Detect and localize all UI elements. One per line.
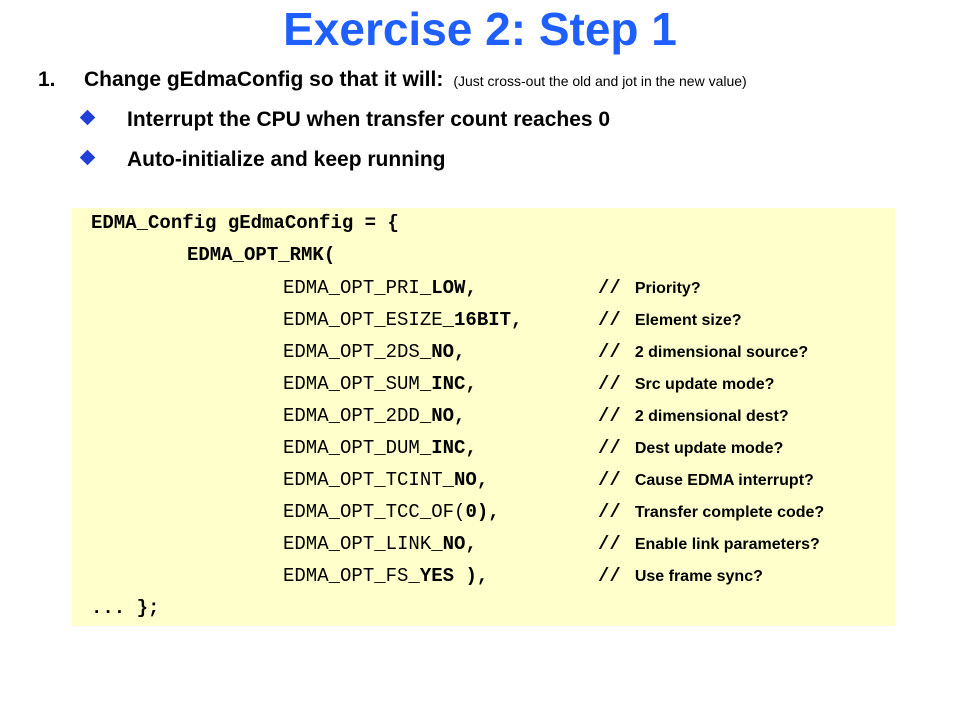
- code-comment: Src update mode?: [634, 376, 775, 393]
- step-text: Change gEdmaConfig so that it will:: [84, 68, 444, 91]
- code-comment: Dest update mode?: [634, 440, 784, 457]
- code-comment: 2 dimensional dest?: [634, 408, 789, 425]
- code-comment: Priority?: [634, 280, 701, 297]
- code-comment: 2 dimensional source?: [634, 344, 809, 361]
- step-number: 1.: [38, 68, 56, 91]
- step-instruction: [38, 66, 747, 95]
- code-comment: Transfer complete code?: [634, 504, 825, 521]
- code-comment: Enable link parameters?: [634, 536, 820, 553]
- bullet-text: Interrupt the CPU when transfer count reaches 0: [127, 108, 611, 131]
- code-struct-declaration: EDMA_Config gEdmaConfig = {: [91, 212, 399, 234]
- slide-title: Exercise 2: Step 1: [283, 3, 677, 55]
- bullet-item: [82, 106, 610, 134]
- step-note: (Just cross-out the old and jot in the new value): [453, 73, 747, 89]
- diamond-bullet-icon: [80, 150, 96, 166]
- code-comment: Cause EDMA interrupt?: [634, 472, 814, 489]
- code-closing: ... };: [91, 597, 160, 619]
- code-comment: Element size?: [634, 312, 742, 329]
- diamond-bullet-icon: [80, 110, 96, 126]
- bullet-item: [82, 146, 446, 174]
- code-comment: Use frame sync?: [634, 568, 763, 585]
- bullet-text: Auto-initialize and keep running: [127, 148, 446, 171]
- code-macro-call: EDMA_OPT_RMK(: [187, 244, 336, 266]
